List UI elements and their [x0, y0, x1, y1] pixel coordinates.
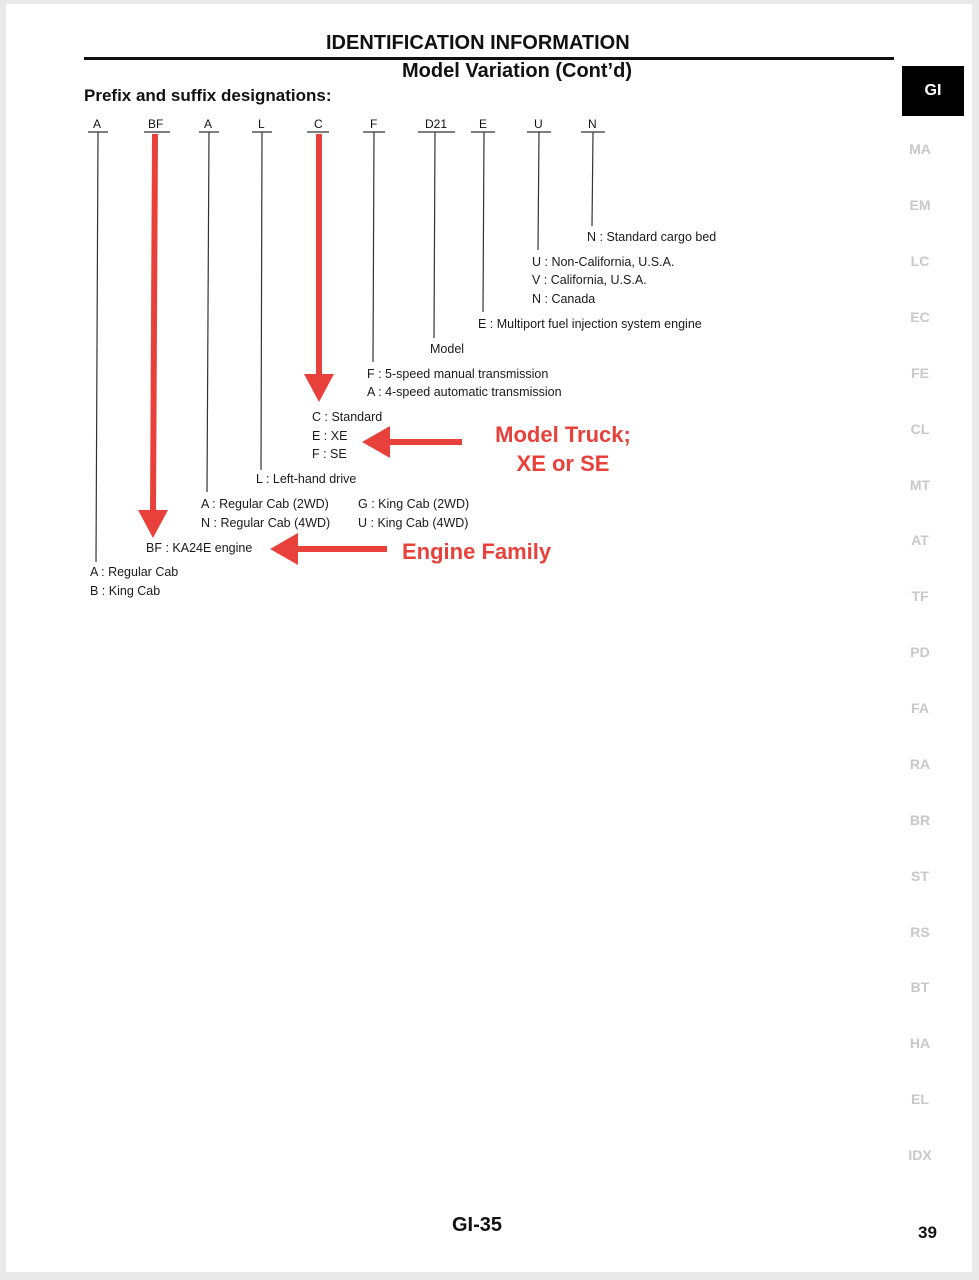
page-number: 39 — [918, 1223, 937, 1242]
designation-body-a: A : Regular Cab (2WD) — [201, 497, 329, 511]
code-letter: F — [370, 117, 378, 131]
tab-bt[interactable]: BT — [910, 979, 930, 995]
annotation-model-truck-line1: Model Truck; — [495, 422, 631, 447]
designation-engine-bf: BF : KA24E engine — [146, 541, 253, 555]
designation-region-u: U : Non-California, U.S.A. — [532, 255, 675, 269]
tab-ra[interactable]: RA — [909, 756, 931, 772]
tab-lc[interactable]: LC — [910, 253, 930, 269]
code-letter: E — [479, 117, 488, 131]
tab-ma[interactable]: MA — [909, 141, 931, 157]
designation-model: Model — [430, 342, 465, 356]
annotation-model-truck-line2: XE or SE — [516, 451, 610, 476]
tab-idx[interactable]: IDX — [908, 1147, 932, 1163]
code-letter: A — [93, 117, 102, 131]
tab-br[interactable]: BR — [909, 812, 931, 828]
designation-trans-a: A : 4-speed automatic transmission — [367, 385, 562, 399]
page-code: GI-35 — [452, 1214, 503, 1236]
code-letter: D21 — [425, 117, 448, 131]
tab-fa[interactable]: FA — [911, 700, 929, 716]
designation-engine-system: E : Multiport fuel injection system engine — [478, 317, 702, 331]
designation-trans-f: F : 5-speed manual transmission — [367, 367, 549, 381]
page-subtitle: Model Variation (Cont’d) — [402, 60, 632, 82]
tab-pd[interactable]: PD — [910, 644, 930, 660]
designation-drive-l: L : Left-hand drive — [256, 472, 357, 486]
tab-tf[interactable]: TF — [911, 588, 929, 604]
designation-cab-b: B : King Cab — [90, 584, 161, 598]
designation-body-n: N : Regular Cab (4WD) — [201, 516, 331, 530]
designation-grade-c: C : Standard — [312, 410, 383, 424]
annotation-engine-family: Engine Family — [402, 539, 552, 564]
tab-fe[interactable]: FE — [911, 365, 929, 381]
designation-cab-a: A : Regular Cab — [90, 565, 179, 579]
designation-region-n: N : Canada — [532, 292, 596, 306]
tab-cl[interactable]: CL — [910, 421, 930, 437]
tab-mt[interactable]: MT — [909, 477, 931, 493]
tab-el[interactable]: EL — [911, 1091, 929, 1107]
code-letter: U — [534, 117, 543, 131]
designation-body-u: U : King Cab (4WD) — [358, 516, 469, 530]
designation-grade-f: F : SE — [312, 447, 347, 461]
designation-cargo-bed: N : Standard cargo bed — [587, 230, 717, 244]
code-letter: C — [314, 117, 323, 131]
designation-region-v: V : California, U.S.A. — [532, 273, 647, 287]
section-title: Prefix and suffix designations: — [84, 86, 332, 105]
code-letter: BF — [148, 117, 164, 131]
tab-ha[interactable]: HA — [909, 1035, 931, 1051]
tab-gi-active[interactable]: GI — [902, 66, 964, 116]
tab-st[interactable]: ST — [911, 868, 929, 884]
tab-rs[interactable]: RS — [910, 924, 930, 940]
code-letter: N — [588, 117, 597, 131]
tab-em[interactable]: EM — [909, 197, 931, 213]
tab-ec[interactable]: EC — [910, 309, 930, 325]
code-letter: A — [204, 117, 213, 131]
tab-at[interactable]: AT — [911, 532, 929, 548]
code-letter: L — [258, 117, 265, 131]
designation-grade-e: E : XE — [312, 429, 348, 443]
page-title: IDENTIFICATION INFORMATION — [326, 32, 630, 54]
designation-body-g: G : King Cab (2WD) — [358, 497, 470, 511]
